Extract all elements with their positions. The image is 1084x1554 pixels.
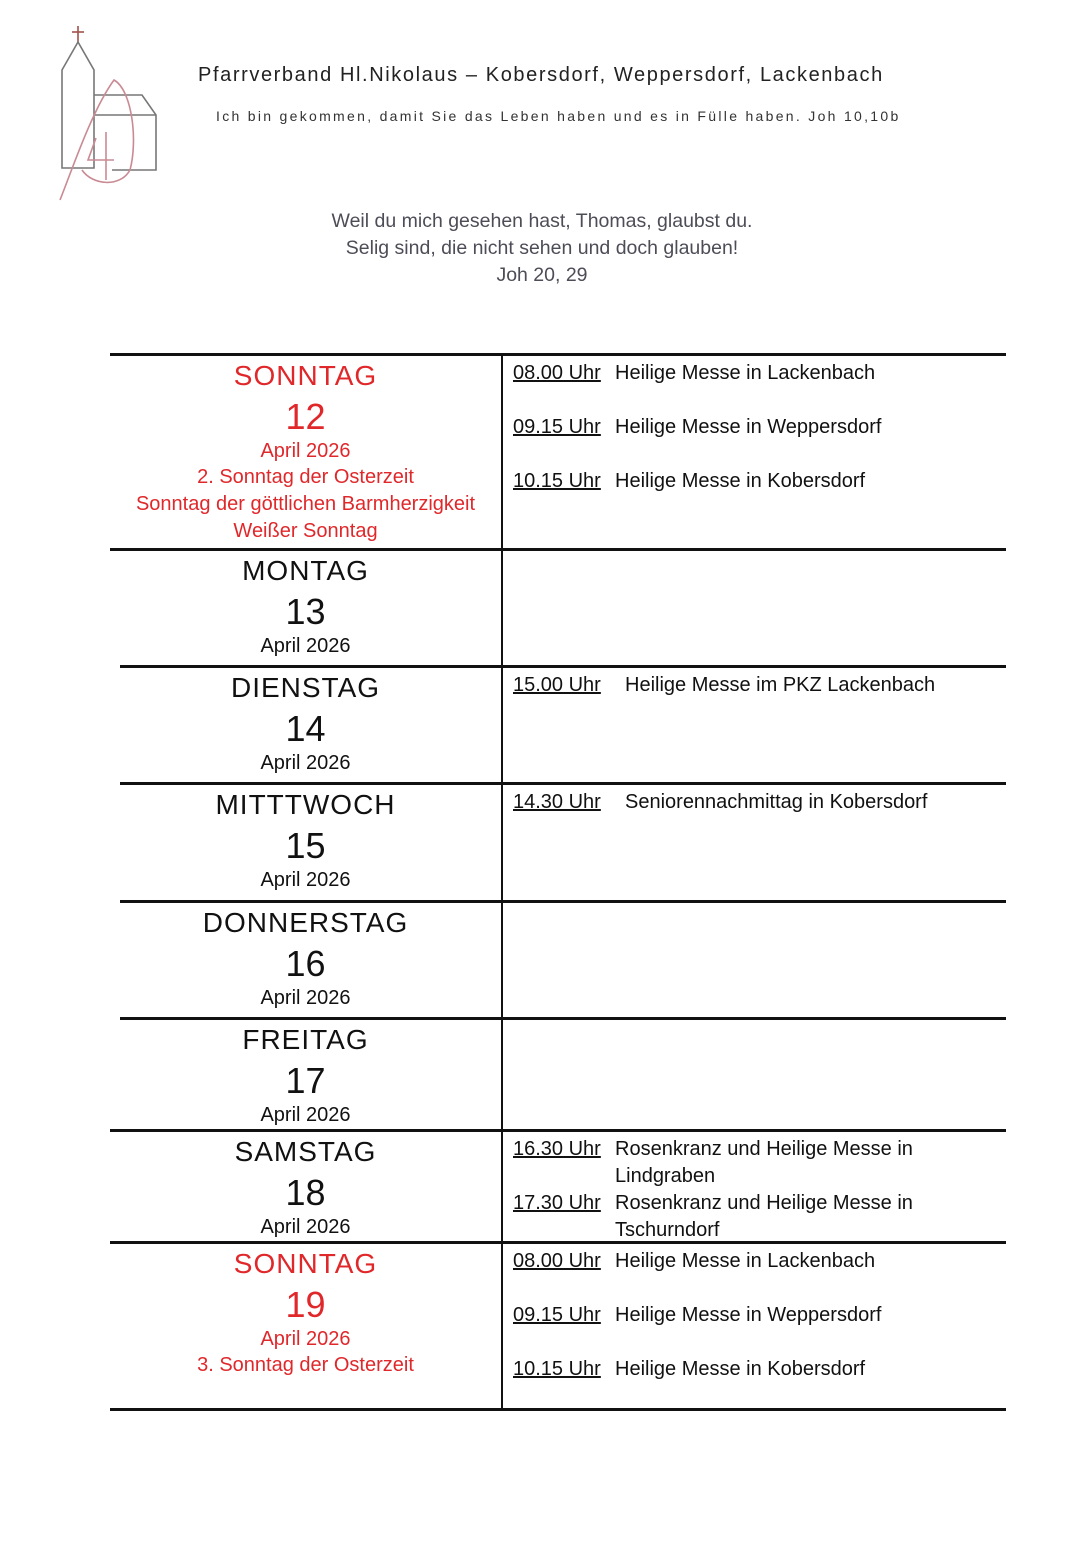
- day-number: 12: [285, 396, 326, 437]
- events-cell: [503, 551, 1006, 665]
- day-number: 18: [285, 1172, 326, 1213]
- event-description: Heilige Messe im PKZ Lackenbach: [625, 674, 936, 696]
- event-entry: [513, 1302, 1006, 1329]
- event-entry: [513, 789, 1006, 816]
- quote-line: Weil du mich gesehen hast, Thomas, glaubst du.: [331, 210, 753, 232]
- schedule-row: [110, 353, 1006, 548]
- events-cell: [503, 785, 1006, 900]
- event-time: 08.00 Uhr: [513, 362, 601, 384]
- day-number: 19: [285, 1284, 326, 1325]
- events-cell: [503, 356, 1006, 548]
- weekday: SONNTAG: [233, 360, 378, 391]
- quote-reference: Joh 20, 29: [496, 264, 588, 286]
- event-description: Seniorennachmittag in Kobersdorf: [625, 791, 928, 813]
- event-description: Heilige Messe in Weppersdorf: [615, 1304, 882, 1326]
- events-cell: [503, 1020, 1006, 1129]
- weekday: MONTAG: [242, 555, 369, 586]
- month-year: April 2026: [260, 987, 351, 1009]
- weekday: SONNTAG: [233, 1248, 378, 1279]
- quote-line: Selig sind, die nicht sehen und doch glauben!: [345, 237, 739, 259]
- month-year: April 2026: [260, 869, 351, 891]
- church-logo-icon: [52, 20, 162, 205]
- event-time: 16.30 Uhr: [513, 1138, 601, 1160]
- org-motto: Ich bin gekommen, damit Sie das Leben haben und es in Fülle haben. Joh 10,10b: [216, 108, 901, 124]
- event-entry: [513, 1190, 1006, 1244]
- event-description: Heilige Messe in Lackenbach: [615, 1250, 876, 1272]
- day-cell: [110, 1244, 503, 1408]
- month-year: April 2026: [260, 1104, 351, 1126]
- event-time: 09.15 Uhr: [513, 1304, 601, 1326]
- event-entry: [513, 468, 1006, 495]
- schedule-row: [110, 665, 1006, 782]
- month-year: April 2026: [260, 752, 351, 774]
- events-cell: [503, 1132, 1006, 1241]
- day-number: 15: [285, 825, 326, 866]
- event-description: Heilige Messe in Kobersdorf: [615, 470, 866, 492]
- weekday: SAMSTAG: [234, 1136, 377, 1167]
- day-note: Sonntag der göttlichen Barmherzigkeit: [135, 493, 476, 515]
- event-description: Rosenkranz und Heilige Messe in Lindgraben: [615, 1138, 913, 1187]
- day-cell: [110, 1020, 503, 1129]
- event-description: Rosenkranz und Heilige Messe in Tschurndorf: [615, 1192, 913, 1241]
- day-number: 17: [285, 1060, 326, 1101]
- weekday: FREITAG: [242, 1024, 369, 1055]
- day-cell: [110, 903, 503, 1017]
- event-entry: [513, 1136, 1006, 1190]
- event-time: 15.00 Uhr: [513, 674, 601, 696]
- event-description: Heilige Messe in Kobersdorf: [615, 1358, 866, 1380]
- day-cell: [110, 1132, 503, 1241]
- event-time: 08.00 Uhr: [513, 1250, 601, 1272]
- schedule-row: [110, 782, 1006, 900]
- day-number: 14: [285, 708, 326, 749]
- weekday: MITTTWOCH: [215, 789, 396, 820]
- schedule-row: [110, 1129, 1006, 1241]
- event-time: 17.30 Uhr: [513, 1192, 601, 1214]
- day-cell: [110, 668, 503, 782]
- day-number: 13: [285, 591, 326, 632]
- schedule-row: [110, 900, 1006, 1017]
- month-year: April 2026: [260, 440, 351, 462]
- schedule-row: [110, 1241, 1006, 1411]
- day-number: 16: [285, 943, 326, 984]
- day-cell: [110, 551, 503, 665]
- weekday: DIENSTAG: [230, 672, 381, 703]
- day-cell: [110, 785, 503, 900]
- event-time: 14.30 Uhr: [513, 791, 601, 813]
- org-title: Pfarrverband Hl.Nikolaus – Kobersdorf, Weppersdorf, Lackenbach: [198, 64, 884, 86]
- event-description: Heilige Messe in Lackenbach: [615, 362, 876, 384]
- month-year: April 2026: [260, 635, 351, 657]
- events-cell: [503, 668, 1006, 782]
- event-time: 09.15 Uhr: [513, 416, 601, 438]
- schedule-table: [110, 353, 1006, 1411]
- event-entry: [513, 672, 1006, 699]
- day-cell: [110, 356, 503, 548]
- events-cell: [503, 1244, 1006, 1408]
- event-entry: [513, 360, 1006, 387]
- bible-quote: [0, 208, 1084, 289]
- month-year: April 2026: [260, 1328, 351, 1350]
- event-entry: [513, 1356, 1006, 1383]
- event-entry: [513, 1248, 1006, 1275]
- event-entry: [513, 414, 1006, 441]
- schedule-row: [110, 1017, 1006, 1129]
- month-year: April 2026: [260, 1216, 351, 1238]
- weekday: DONNERSTAG: [202, 907, 409, 938]
- day-note: 3. Sonntag der Osterzeit: [197, 1354, 414, 1376]
- day-note: 2. Sonntag der Osterzeit: [197, 466, 414, 488]
- schedule-row: [110, 548, 1006, 665]
- day-note: Weißer Sonntag: [233, 520, 378, 542]
- event-time: 10.15 Uhr: [513, 1358, 601, 1380]
- event-time: 10.15 Uhr: [513, 470, 601, 492]
- events-cell: [503, 903, 1006, 1017]
- event-description: Heilige Messe in Weppersdorf: [615, 416, 882, 438]
